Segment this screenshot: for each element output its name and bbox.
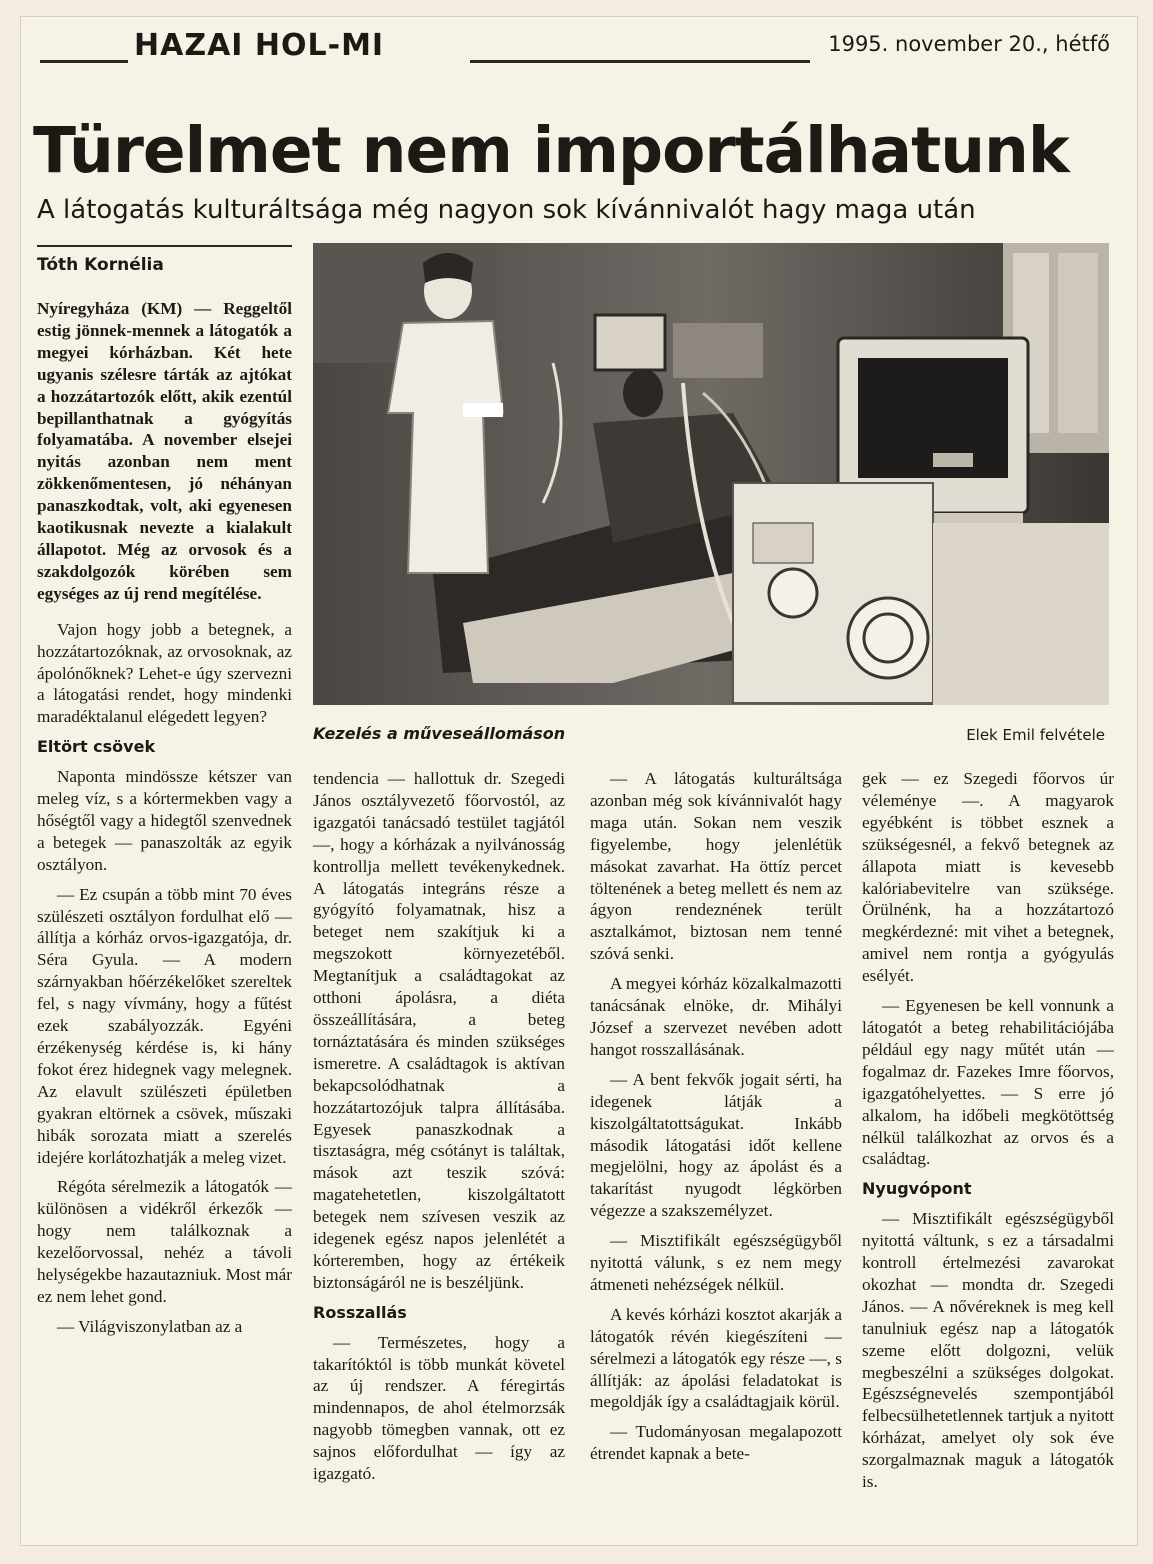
paragraph: — Misztifikált egészségügyből nyitottá válunk, s ez nem megy átmeneti nehézségek nélkül.	[590, 1231, 842, 1294]
paragraph: gek — ez Szegedi főorvos úr véleménye —. A magyarok egyébként is többet esznek a szükségesnél, a fekvő betegnek az állapota miatt is kevesebb kalóriabevitelre van szüksége. Örülnénk, ha a hozzátartozó megkérdezné: mit vihet a betegnek, amivel nem rontja a gyógyulás esélyét.	[862, 769, 1114, 986]
paragraph: — A látogatás kulturáltsága azonban még sok kívánnivalót hagy maga után. Sokan nem veszik figyelembe, hogy jelenlétük másokat zavarhat. Ha öttíz percet töltenének a beteg mellett és nem az ágyon rendeznének terült asztalkámot, biztosan nem tenné szóvá senki.	[590, 769, 842, 964]
paragraph: tendencia — hallottuk dr. Szegedi János osztályvezető főorvostól, az igazgatói tanácsadó testület tagjától —, hogy a kórházak a nyilvánosság kontrollja mellett tevékenykednek. A látogatás integráns része a gyógyító folyamatnak, hisz a beteget nem szakítjuk ki a megszokott környezetéből. Megtanítjuk a családtagokat az otthoni ápolásra, a diéta összeállítására, a beteg tornáztatására és minden szükséges ismeretre. A családtagok is aktívan bekapcsolódhatnak a hozzátartozójuk talpra állításába. Egyesek panaszkodnak a tisztaságra, még csótányt is találtak, mások azt teszik szóvá: magatehetetlen, kiszolgáltatott betegek nem szívesen veszik az idegenek egész napos jelenlétét a kórteremben, hogy az értékeik biztonságáról ne is beszéljünk.	[313, 769, 565, 1292]
photo-caption: Kezelés a műveseállomáson	[313, 724, 566, 743]
column-1	[37, 298, 292, 1346]
paragraph: — Világviszonylatban az a	[57, 1316, 243, 1336]
paragraph: — Misztifikált egészségügyből nyitottá váltunk, s ez a társadalmi kontroll értelmezési zavarokat okozhat — mondta dr. Szegedi János. — A nővéreknek is meg kell tanulniuk egész nap a látogatók szeme előtt dolgozni, velük megbeszélni a szükséges dolgokat. Egészségnevelés szempontjából felbecsülhetetlennek tartjuk a nyitott kórházat, amelyet oly sok éve szorgalmaznak maguk a látogatók is.	[862, 1209, 1114, 1492]
paragraph: — Egyenesen be kell vonnunk a látogatót a beteg rehabilitációjába például egy nagy műtét után — fogalmaz dr. Fazekes Imre főorvos, igazgatóhelyettes. — S erre jó alkalom, ha időbeli megkötöttség nélkül találkozhat az orvos és a családtag.	[862, 996, 1114, 1169]
photo-illustration	[313, 243, 1109, 705]
dialysis-photo	[313, 243, 1109, 705]
column-4	[862, 768, 1114, 1501]
lead-paragraph: Nyíregyháza (KM) — Reggeltől estig jönnek-mennek a látogatók a megyei kórházban. Két hete ugyanis szélesre tárták az ajtókat a hozzátartozók előtt, akik ezentúl bepillanthatnak a gyógyítás folyamatába. A november elsejei nyitás azonban nem ment zökkenőmentesen, jó néhányan panaszkodtak, volt, aki egyenesen kaotikusnak nevezte a kialakult állapotot. Még az orvosok és a szakdolgozók körében sem egységes az új rend megítélése.	[37, 299, 292, 603]
article-subheadline: A látogatás kulturáltsága még nagyon sok kívánnivalót hagy maga után	[37, 195, 976, 225]
photo-credit: Elek Emil felvétele	[966, 726, 1105, 744]
paragraph: A megyei kórház közalkalmazotti tanácsának elnöke, dr. Mihályi József a szervezet nevében adott hangot rosszallásának.	[590, 974, 842, 1059]
paragraph: — Ez csupán a több mint 70 éves szülészeti osztályon fordulhat elő — állítja a kórház orvos-igazgatója, dr. Séra Gyula. — A modern szárnyakban hőérzékelőket szereltek fel, s nagy vívmány, hogy a fűtést ezek szabályozzák. Egyéni érzékenység kérdése is, ki hány fokot érez hidegnek vagy melegnek. Az elavult szülészeti épületben gyakran eltörnek a csövek, műszaki hibák sorozata miatt a szerelés idejére korlátozhatják a meleg vizet.	[37, 884, 292, 1167]
paragraph: Régóta sérelmezik a látogatók — különösen a vidékről érkezők — hogy nem találkoznak a kezelőorvossal, nehéz a távoli helységekbe hazautazniuk. Most már ez nem lehet gond.	[37, 1177, 292, 1306]
section-heading-nyugvopont: Nyugvópont	[862, 1179, 972, 1199]
article-headline: Türelmet nem importálhatunk	[33, 114, 1069, 187]
paragraph: — Tudományosan megalapozott étrendet kapnak a bete-	[590, 1422, 842, 1464]
paragraph: A kevés kórházi kosztot akarják a látogatók révén kiegészíteni — sérelmezi a látogatók egy része —, s állítják: az ápolási feladatokat is megoldják így a családtagjaik körül.	[590, 1304, 842, 1412]
section-heading-rosszallas: Rosszallás	[313, 1302, 407, 1322]
author-byline: Tóth Kornélia	[37, 255, 164, 275]
paragraph: — A bent fekvők jogait sérti, ha idegenek látják a kiszolgáltatottságukat. Inkább második látogatási időt kellene megjelölni, hogy az ápolást és a takarítást nyugodt légkörben végezze a szakszemélyzet.	[590, 1069, 842, 1221]
header-rule-right	[470, 60, 810, 63]
header-rule-left	[40, 60, 130, 63]
issue-date: 1995. november 20., hétfő	[828, 32, 1110, 56]
paragraph: Naponta mindössze kétszer van meleg víz, s a kórtermekben vagy a hőségtől vagy a hidegtől szenvednek a betegek — panaszolták az egyik osztályon.	[37, 767, 292, 874]
column-2	[313, 768, 565, 1493]
section-masthead: HAZAI HOL-MI	[128, 28, 390, 63]
byline-rule	[37, 245, 292, 247]
column-3	[590, 768, 842, 1473]
paragraph: — Természetes, hogy a takarítóktól is több munkát követel az új rendszer. A féregirtás mindennapos, de ahol ételmorzsák nagyobb tömegben vannak, ott ez sajnos előfordulhat — így az igazgató.	[313, 1332, 565, 1484]
paragraph: Vajon hogy jobb a betegnek, a hozzátartozóknak, az orvosoknak, az ápolónőknek? Lehet-e úgy szervezni a látogatási rendet, hogy mindenki maradéktalanul elégedett legyen?	[37, 619, 292, 727]
section-heading-eltort-csovek: Eltört csövek	[37, 737, 156, 757]
